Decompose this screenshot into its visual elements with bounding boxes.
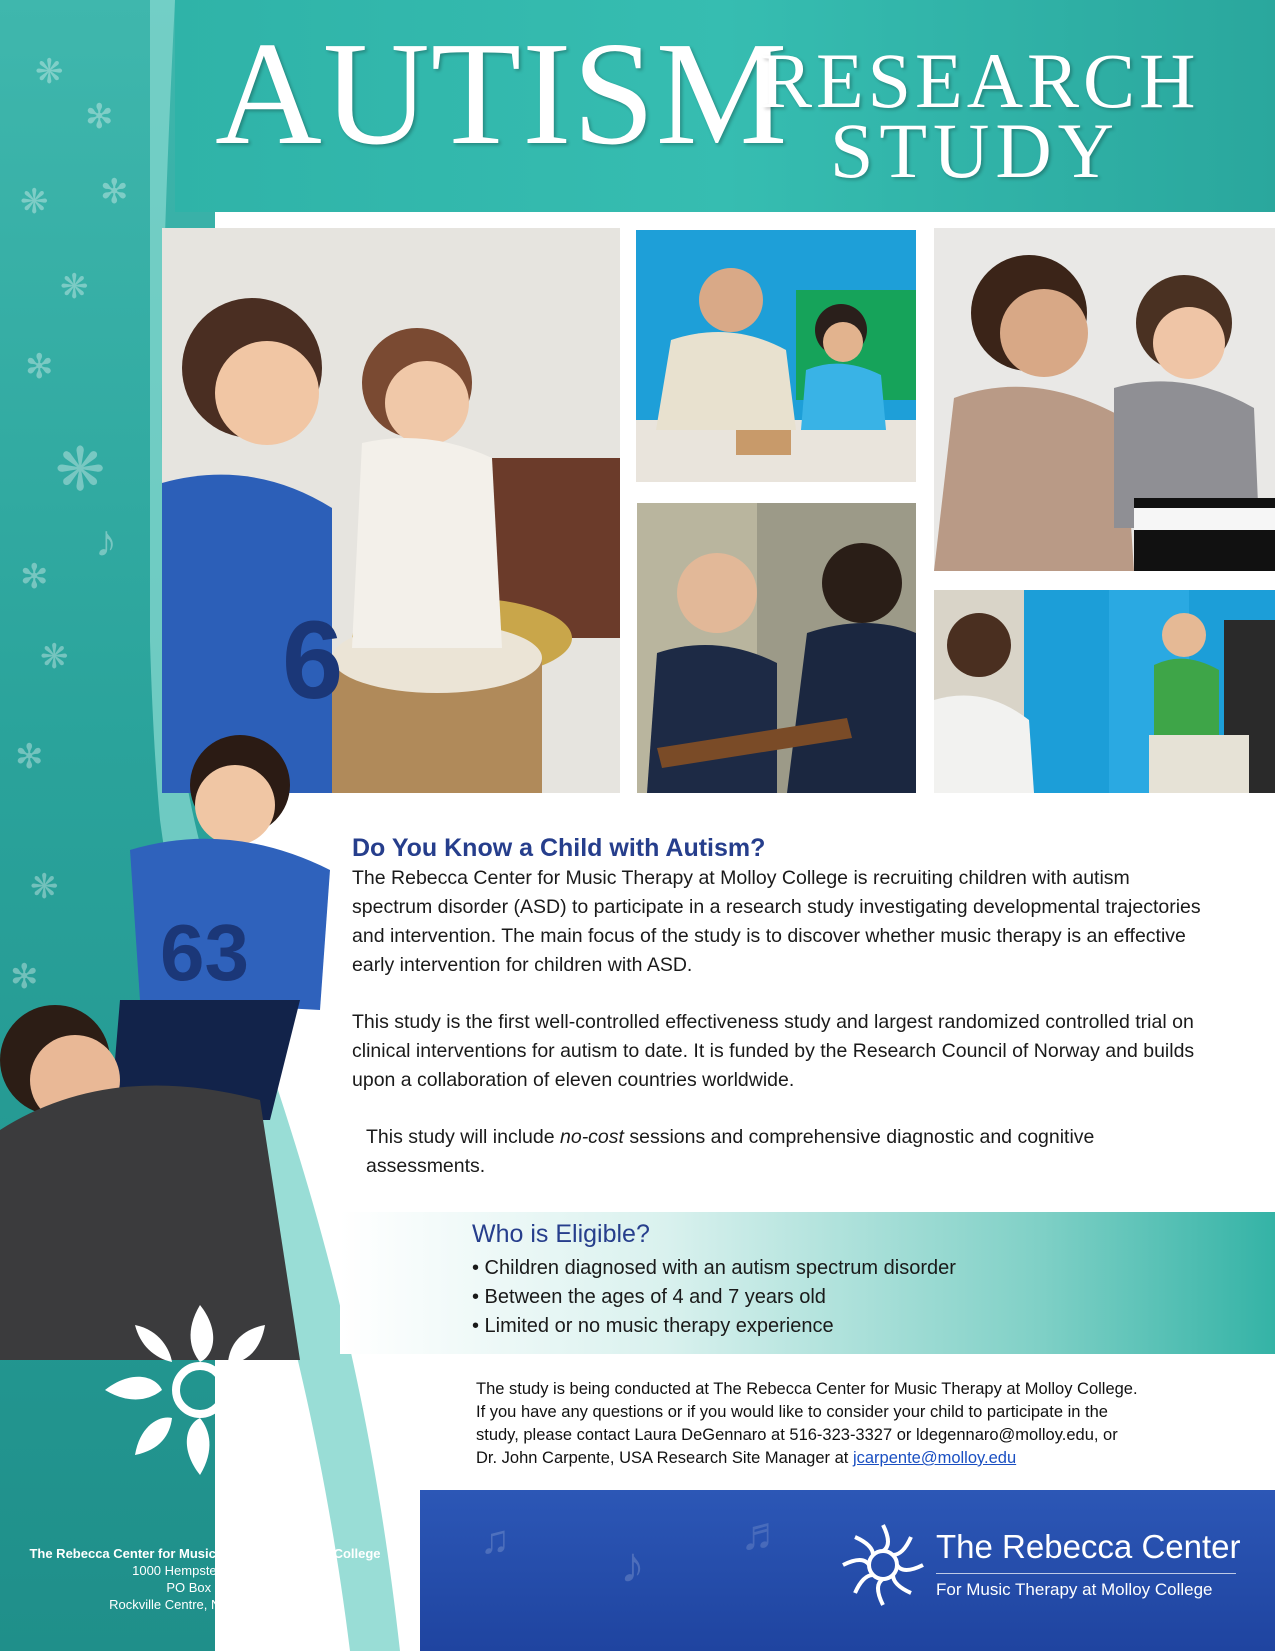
- contact-line: If you have any questions or if you would like to consider your child to participate in the: [476, 1403, 1108, 1421]
- snowflake-ornament-icon: ❋: [35, 53, 64, 91]
- snowflake-ornament-icon: ❋: [55, 436, 106, 503]
- snowflake-ornament-icon: ❋: [40, 638, 69, 676]
- eligibility-heading: Who is Eligible?: [472, 1220, 650, 1248]
- paragraph3-post: sessions and comprehensive diagnostic and cognitive assessments.: [366, 1126, 1095, 1177]
- address-city: Rockville Centre, NY 11571-5002: [109, 1597, 301, 1612]
- intro-heading: Do You Know a Child with Autism?: [352, 834, 766, 862]
- large-flower-logo-icon: [90, 1300, 310, 1480]
- snowflake-ornament-icon: ❋: [60, 268, 89, 306]
- address-name: The Rebecca Center for Music Therapy at Molloy College: [29, 1546, 381, 1561]
- snowflake-ornament-icon: ✻: [85, 98, 114, 136]
- photo-guitar-session: [637, 503, 916, 793]
- intro-paragraph-3: [366, 1123, 1216, 1181]
- no-cost-emphasis: no-cost: [560, 1126, 624, 1148]
- eligibility-list: [472, 1254, 956, 1341]
- music-note-icon: ♪: [95, 517, 117, 566]
- contact-block: [476, 1378, 1256, 1470]
- email-link[interactable]: jcarpente@molloy.edu: [852, 1449, 1017, 1467]
- music-note-icon: ♬: [740, 1507, 786, 1559]
- logo-tagline: For Music Therapy at Molloy College: [936, 1580, 1213, 1599]
- snowflake-ornament-icon: ✻: [15, 738, 44, 776]
- snowflake-ornament-icon: ✻: [25, 348, 54, 386]
- svg-text:63: 63: [160, 908, 249, 997]
- address-street: 1000 Hempstead Avenue: [132, 1563, 278, 1578]
- snowflake-ornament-icon: ❋: [20, 183, 49, 221]
- music-note-icon: ♫: [480, 1518, 510, 1562]
- svg-text:6: 6: [282, 599, 344, 722]
- eligibility-item: • Children diagnosed with an autism spectrum disorder: [472, 1257, 956, 1279]
- contact-line4-text: Dr. John Carpente, USA Research Site Manager at: [476, 1449, 853, 1467]
- contact-line: study, please contact Laura DeGennaro at 516-323-3327 or ldegennaro@molloy.edu, or: [476, 1426, 1118, 1444]
- contact-line: [476, 1447, 1256, 1470]
- logo-divider: [936, 1573, 1236, 1574]
- photo-piano-session: [934, 228, 1275, 571]
- photo-table-session: [636, 230, 916, 482]
- intro-paragraph-1: The Rebecca Center for Music Therapy at Molloy College is recruiting children with autism spectrum disorder (ASD) to participate in a research study investigating developmental trajectories and intervention. The main focus of the study is to discover whether music therapy is an effective early intervention for children with ASD.: [352, 867, 1201, 976]
- snowflake-ornament-icon: ✻: [100, 173, 129, 211]
- paragraph3-pre: This study will include: [366, 1126, 560, 1148]
- snowflake-ornament-icon: ✻: [10, 958, 39, 996]
- music-note-icon: ♪: [620, 1537, 645, 1593]
- address-block: [0, 1545, 410, 1613]
- photo-door-session: [934, 590, 1275, 793]
- intro-paragraph-2: This study is the first well-controlled effectiveness study and largest randomized controlled trial on clinical interventions for autism to date. It is funded by the Research Council of Norway and builds upon a collaboration of eleven countries worldwide.: [352, 1011, 1195, 1091]
- snowflake-ornament-icon: ❋: [30, 868, 59, 906]
- snowflake-ornament-icon: ✻: [20, 558, 49, 596]
- title-study: STUDY: [830, 107, 1121, 194]
- eligibility-item: • Limited or no music therapy experience: [472, 1315, 834, 1337]
- title-research: RESEARCH: [760, 37, 1200, 124]
- photo-man-lifting-boy: [0, 700, 350, 1360]
- title-autism: AUTISM: [215, 12, 789, 176]
- contact-line: The study is being conducted at The Rebecca Center for Music Therapy at Molloy College.: [476, 1380, 1138, 1398]
- address-pobox: PO Box 5002: [166, 1580, 244, 1595]
- eligibility-item: • Between the ages of 4 and 7 years old: [472, 1286, 826, 1308]
- rebecca-center-logo-icon: [838, 1520, 928, 1610]
- logo-name: The Rebecca Center: [936, 1528, 1241, 1565]
